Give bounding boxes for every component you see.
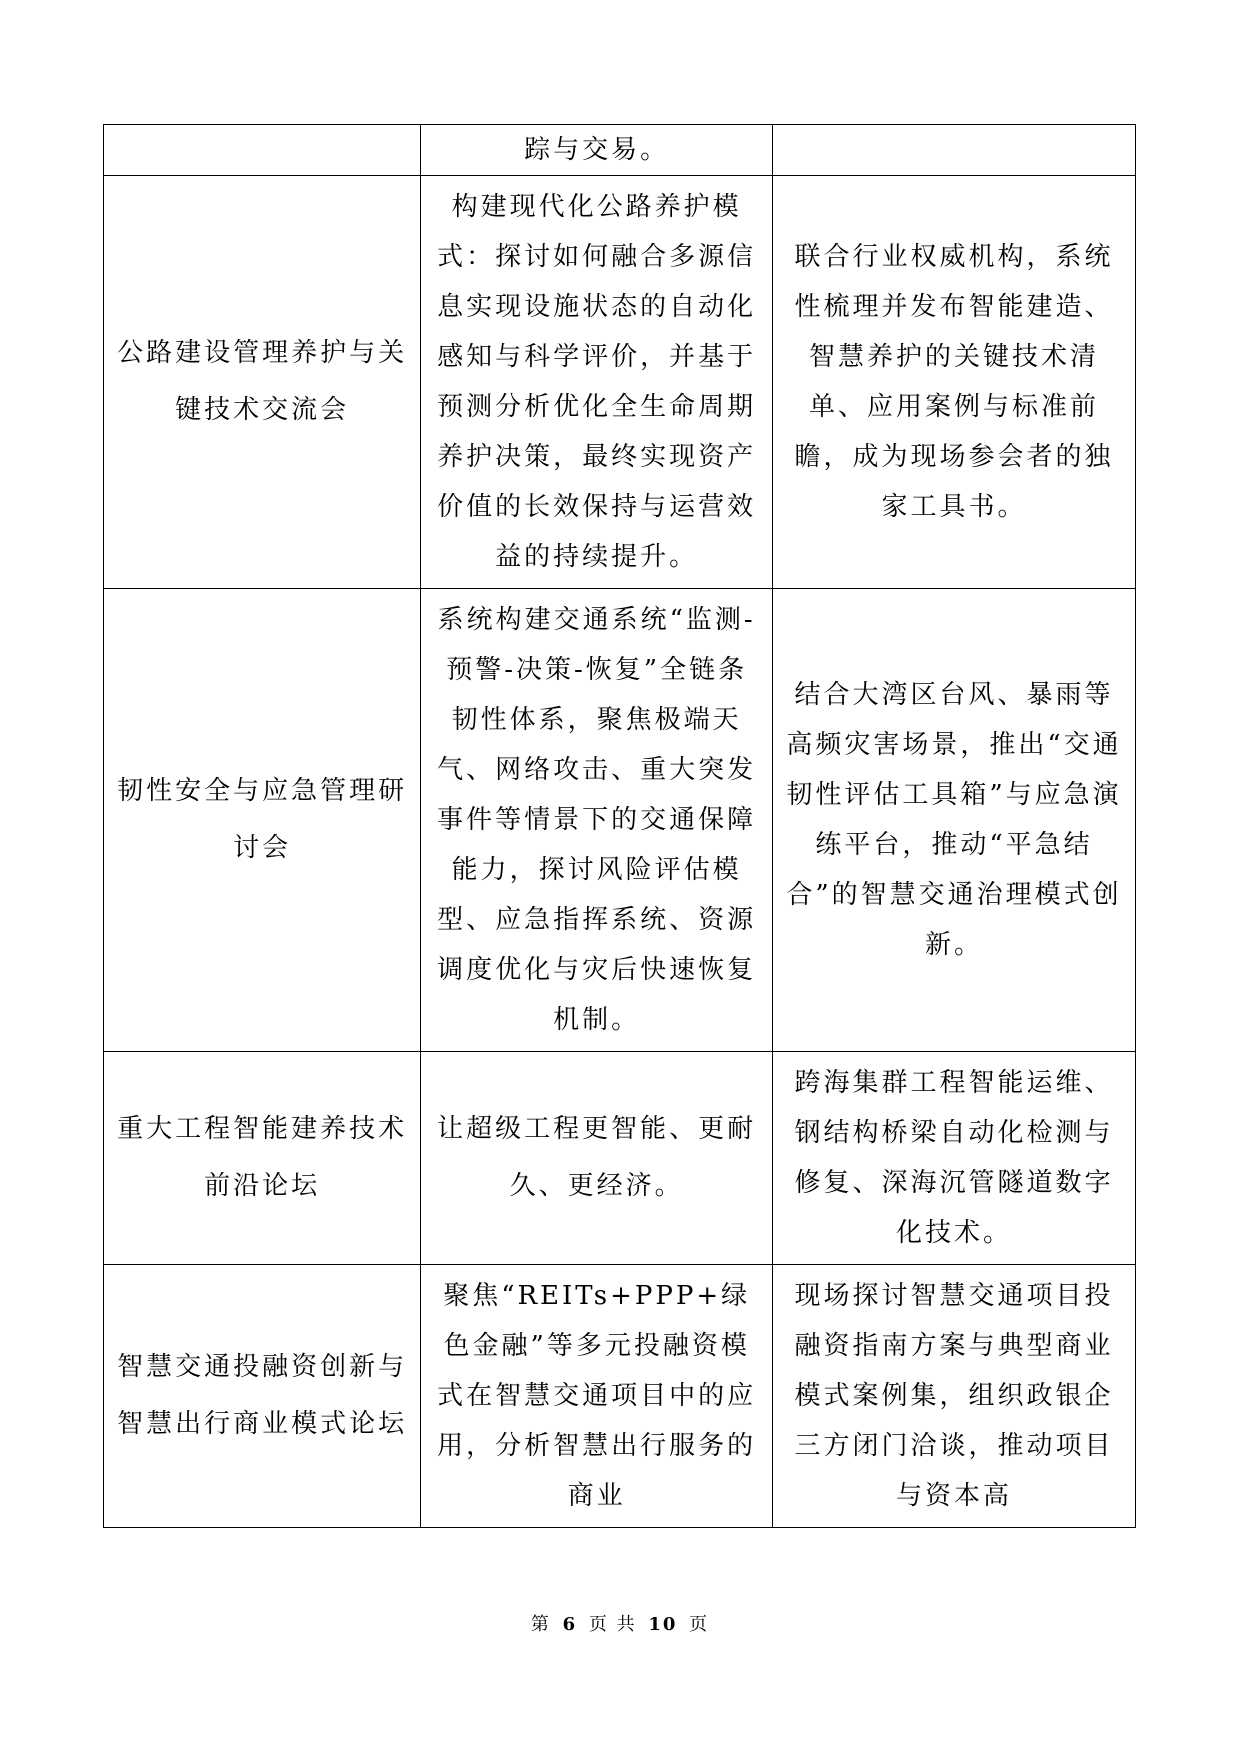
row-title: 智慧交通投融资创新与智慧出行商业模式论坛 (104, 1265, 421, 1528)
footer-middle: 页 共 (588, 1614, 637, 1635)
row-content: 让超级工程更智能、更耐久、更经济。 (421, 1052, 773, 1265)
row-title: 公路建设管理养护与关键技术交流会 (104, 176, 421, 589)
activity-table (103, 124, 1136, 1528)
row-outcome: 现场探讨智慧交通项目投融资指南方案与典型商业模式案例集，组织政银企三方闭门洽谈，推动项目与资本高 (773, 1265, 1136, 1528)
table-row (104, 125, 1136, 176)
footer-suffix: 页 (689, 1614, 710, 1635)
footer-page-number: 6 (562, 1614, 578, 1635)
row-content: 系统构建交通系统“监测-预警-决策-恢复”全链条韧性体系，聚焦极端天气、网络攻击、重大突发事件等情景下的交通保障能力，探讨风险评估模型、应急指挥系统、资源调度优化与灾后快速恢复机制。 (421, 589, 773, 1052)
row-outcome: 联合行业权威机构，系统性梳理并发布智能建造、智慧养护的关键技术清单、应用案例与标准前瞻，成为现场参会者的独家工具书。 (773, 176, 1136, 589)
table-row (104, 1052, 1136, 1265)
row-outcome (773, 125, 1136, 176)
row-content: 构建现代化公路养护模式：探讨如何融合多源信息实现设施状态的自动化感知与科学评价，并基于预测分析优化全生命周期养护决策，最终实现资产价值的长效保持与运营效益的持续提升。 (421, 176, 773, 589)
row-title: 重大工程智能建养技术前沿论坛 (104, 1052, 421, 1265)
row-title (104, 125, 421, 176)
table-row (104, 1265, 1136, 1528)
row-outcome: 结合大湾区台风、暴雨等高频灾害场景，推出“交通韧性评估工具箱”与应急演练平台，推动“平急结合”的智慧交通治理模式创新。 (773, 589, 1136, 1052)
table-row (104, 589, 1136, 1052)
row-content: 聚焦“REITs+PPP+绿色金融”等多元投融资模式在智慧交通项目中的应用，分析智慧出行服务的商业 (421, 1265, 773, 1528)
table-row (104, 176, 1136, 589)
row-outcome: 跨海集群工程智能运维、钢结构桥梁自动化检测与修复、深海沉管隧道数字化技术。 (773, 1052, 1136, 1265)
row-content: 踪与交易。 (421, 125, 773, 176)
row-title: 韧性安全与应急管理研讨会 (104, 589, 421, 1052)
footer-prefix: 第 (530, 1614, 551, 1635)
page-footer (0, 1610, 1240, 1636)
footer-total-pages: 10 (648, 1614, 678, 1635)
